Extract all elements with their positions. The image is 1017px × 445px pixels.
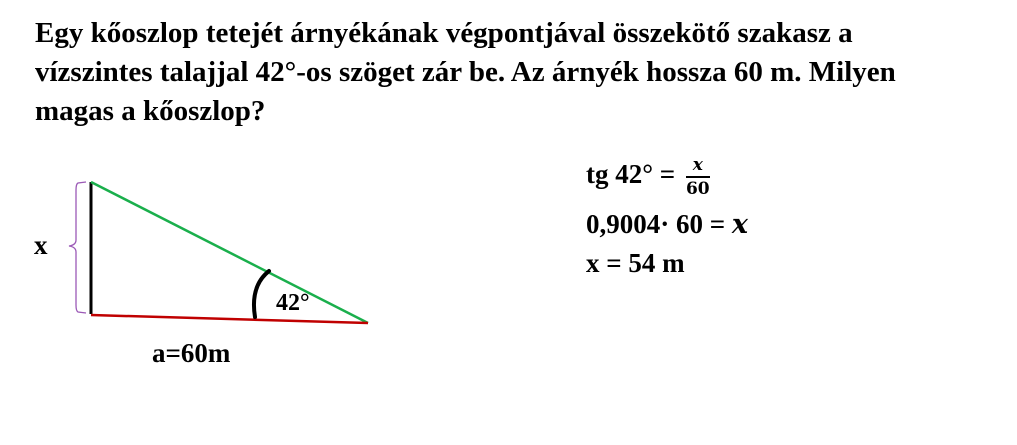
multiplication-prefix: 0,9004· 60 = (586, 209, 726, 239)
solution-line-2 (586, 209, 748, 240)
base-label: a=60m (152, 338, 231, 368)
height-label: x (34, 230, 48, 260)
unknown-variable: x (731, 209, 748, 240)
tangent-equation-prefix: tg 42° = (586, 159, 676, 190)
problem-line-1: Egy kőoszlop tetejét árnyékának végpontjával összekötő szakasz a (35, 17, 853, 49)
problem-line-2: vízszintes talajjal 42°-os szöget zár be. Az árnyék hossza 60 m. Milyen (35, 56, 896, 88)
problem-line-3: magas a kőoszlop? (35, 95, 266, 127)
angle-arc (254, 271, 269, 317)
ground-line (91, 315, 368, 323)
angle-label: 42° (276, 290, 310, 316)
fraction (686, 155, 710, 199)
height-brace (69, 182, 86, 313)
solution-line-3: x = 54 m (586, 248, 685, 278)
fraction-numerator: x (686, 155, 710, 178)
solution-line-1 (586, 155, 710, 199)
fraction-denominator: 60 (685, 179, 710, 199)
hypotenuse-line (91, 182, 368, 323)
